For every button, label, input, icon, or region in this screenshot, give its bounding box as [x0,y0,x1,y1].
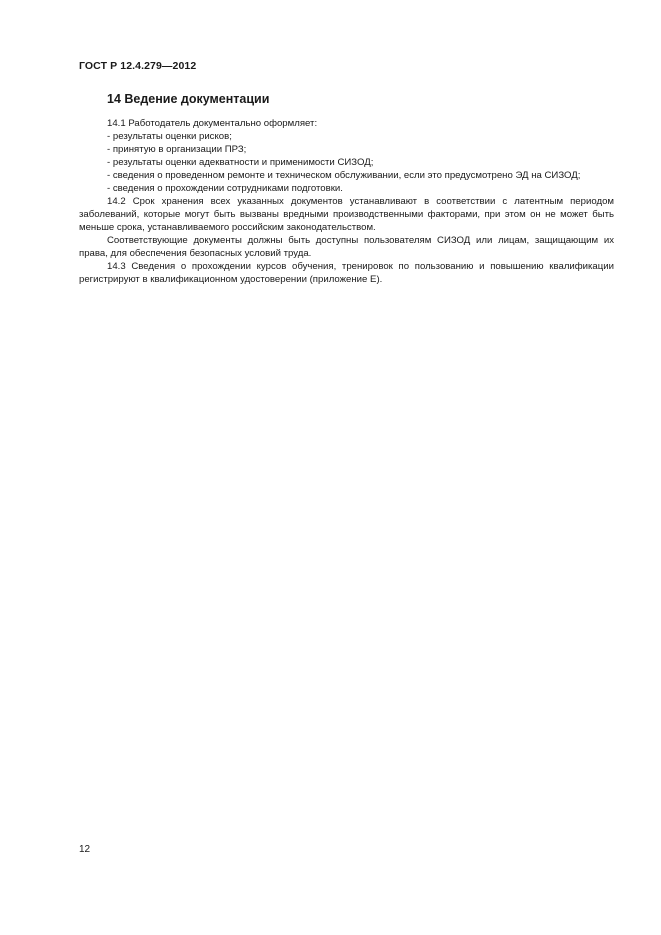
list-item-repair-maintenance: - сведения о проведенном ремонте и техническом обслуживании, если это предусмотрено ЭД на СИЗОД; [107,170,581,181]
list-item-sizod-adequacy: - результаты оценки адекватности и применимости СИЗОД; [107,157,374,168]
paragraph-14-1: 14.1 Работодатель документально оформляет: [107,118,318,129]
document-body [79,117,614,286]
document-header: ГОСТ Р 12.4.279—2012 [79,60,197,72]
list-item-risk-assessment: - результаты оценки рисков; [107,131,232,142]
section-title: 14 Ведение документации [107,92,270,106]
list-item-training: - сведения о прохождении сотрудниками подготовки. [107,183,343,194]
paragraph-14-2: 14.2 Срок хранения всех указанных документов устанавливают в соответствии с латентным периодом заболеваний, которые могут быть вызваны вредными производственными факторами, при этом он не может быть меньше срока, устанавливаемого российским законодательством. [79,196,614,233]
paragraph-14-3: 14.3 Сведения о прохождении курсов обучения, тренировок по пользованию и повышению квалификации регистрируют в квалификационном удостоверении (приложение Е). [79,261,614,285]
page-number: 12 [79,844,91,855]
list-item-prz: - принятую в организации ПРЗ; [107,144,247,155]
paragraph-access: Соответствующие документы должны быть доступны пользователям СИЗОД или лицам, защищающим их права, для обеспечения безопасных условий труда. [79,235,614,259]
